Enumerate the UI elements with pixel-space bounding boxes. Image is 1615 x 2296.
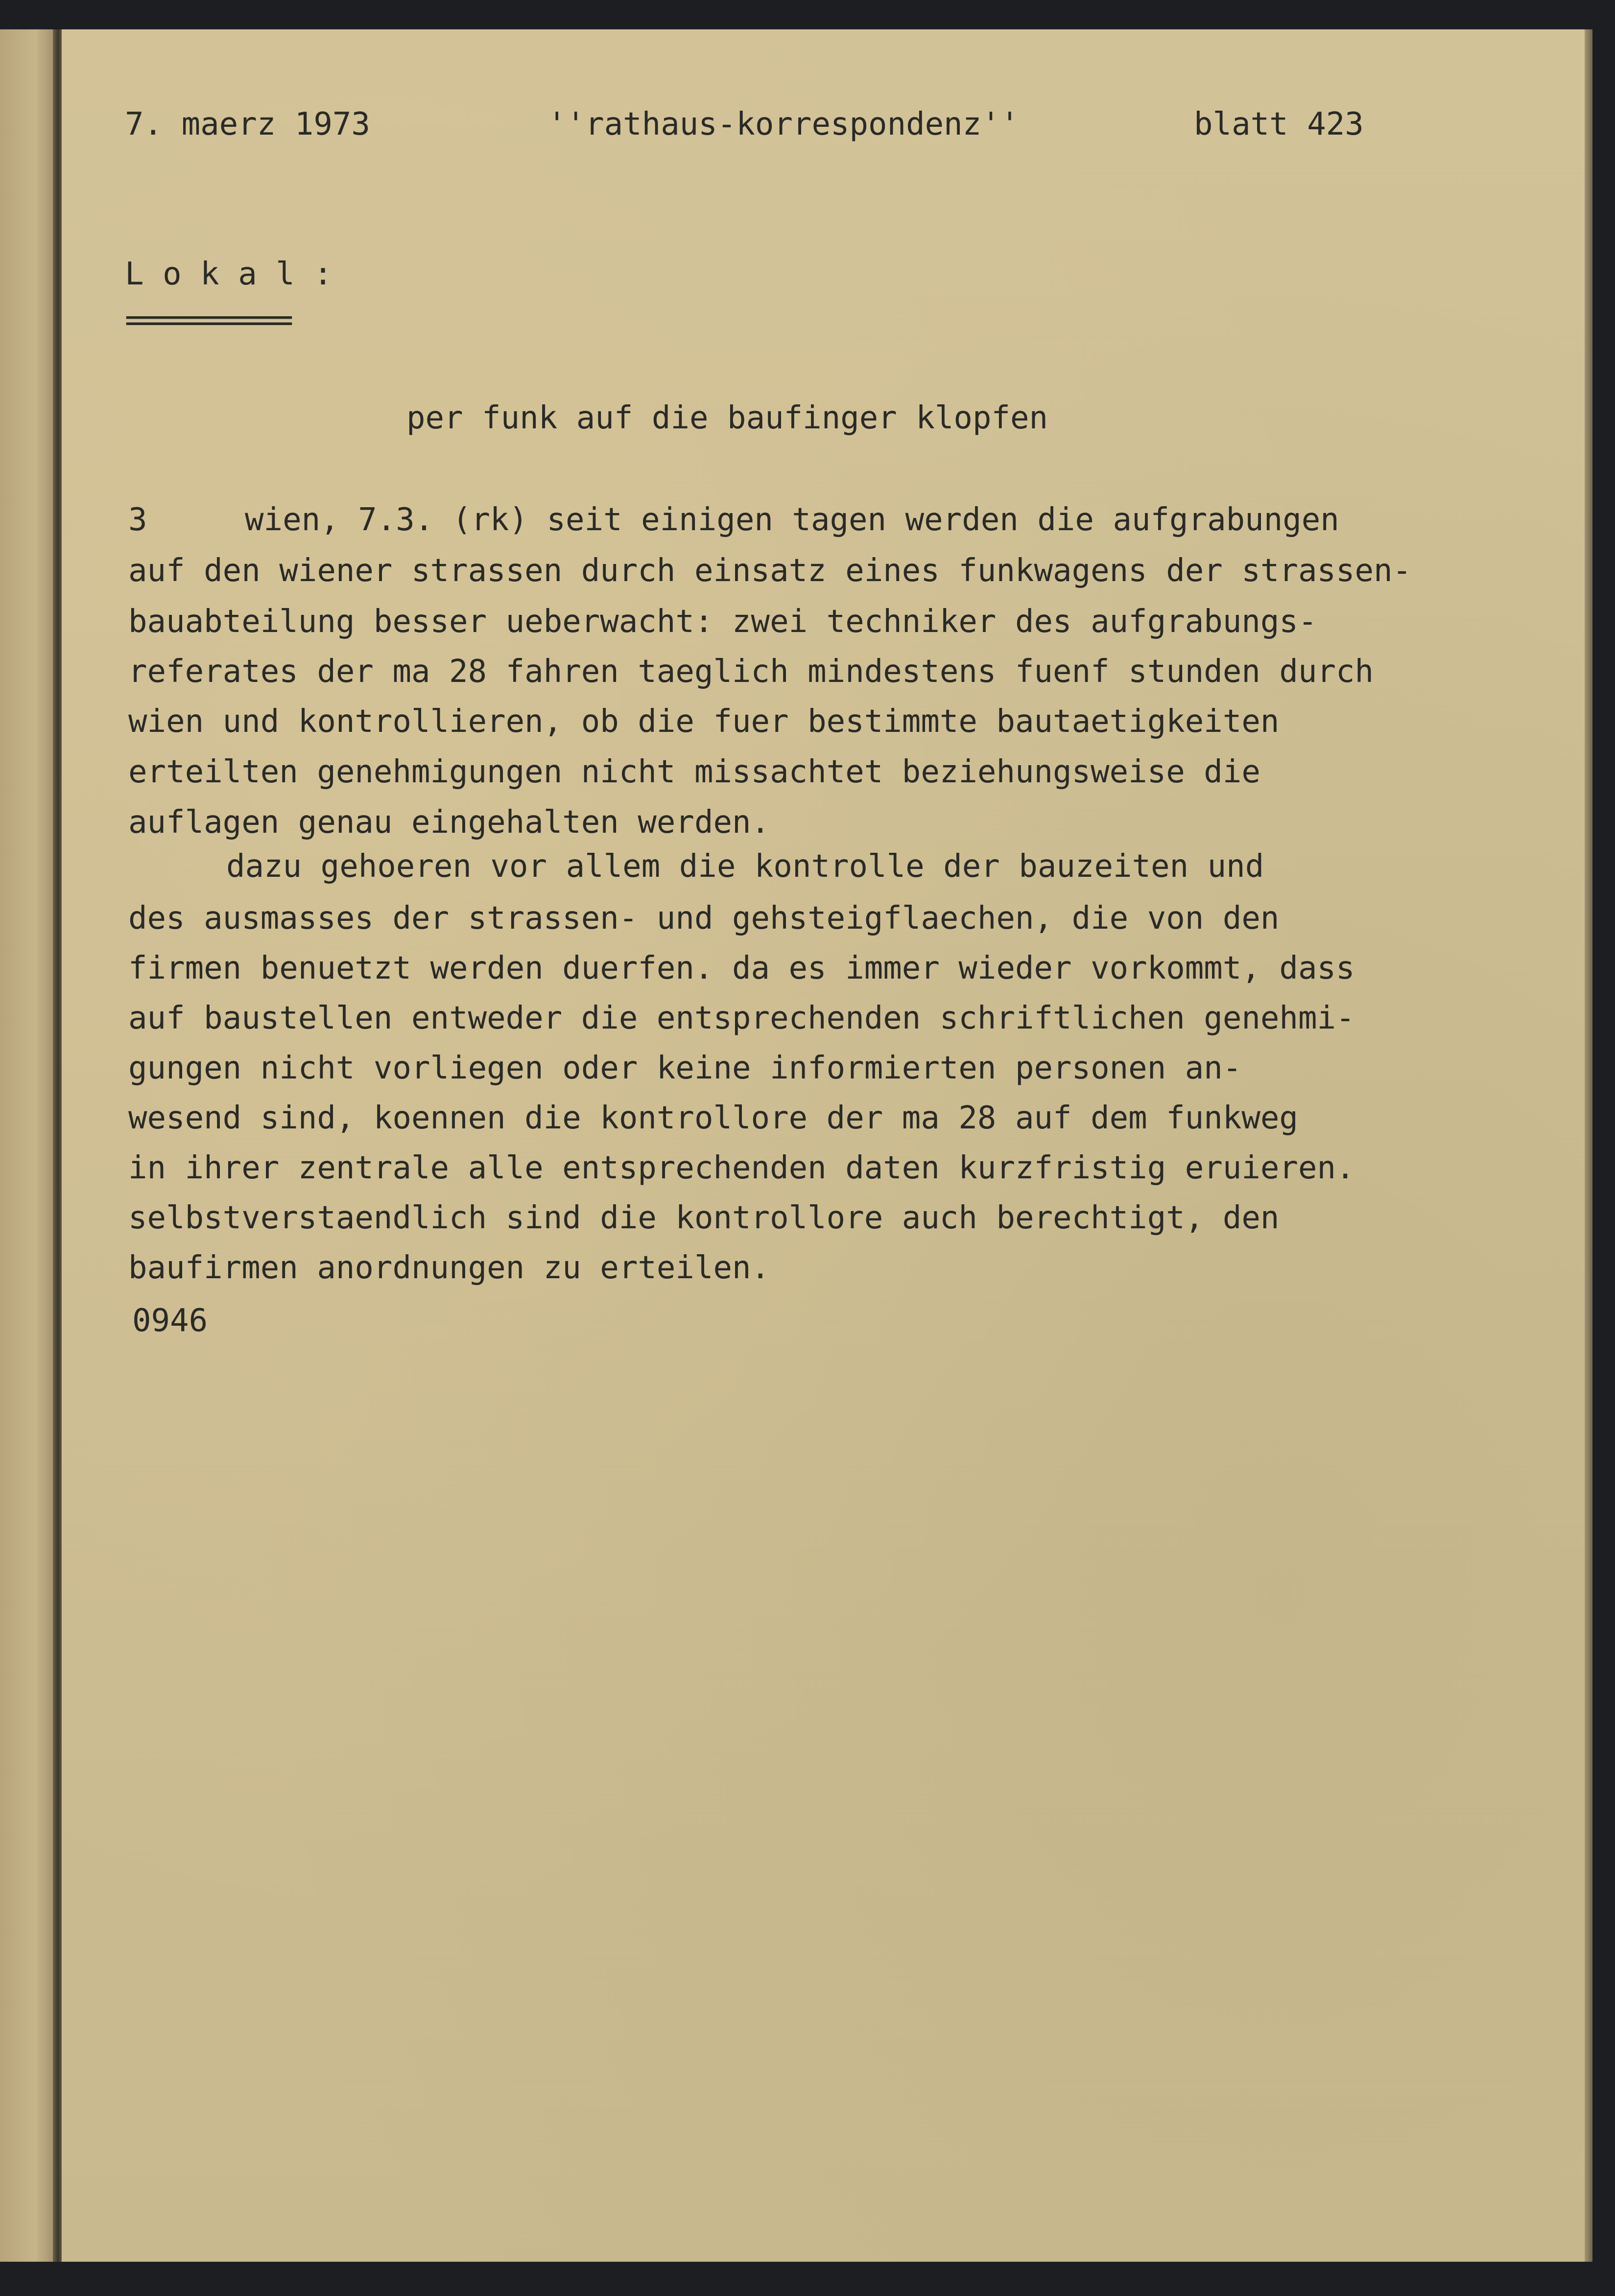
body-line: wien und kontrollieren, ob die fuer bestimmte bautaetigkeiten (128, 703, 1280, 740)
body-line: bauabteilung besser ueberwacht: zwei techniker des aufgrabungs- (128, 604, 1317, 640)
body-line: firmen benuetzt werden duerfen. da es immer wieder vorkommt, dass (128, 950, 1355, 986)
body-line: dazu gehoeren vor allem die kontrolle der bauzeiten und (226, 848, 1264, 885)
body-line: gungen nicht vorliegen oder keine informierten personen an- (128, 1050, 1242, 1086)
header-date: 7. maerz 1973 (125, 106, 370, 142)
article-code: 0946 (132, 1303, 208, 1339)
header-sheet: blatt 423 (1194, 106, 1364, 142)
body-line: wien, 7.3. (rk) seit einigen tagen werden die aufgrabungen (245, 502, 1339, 538)
article-number: 3 (128, 502, 147, 538)
body-line: auf den wiener strassen durch einsatz eines funkwagens der strassen- (128, 553, 1412, 589)
body-line: des ausmasses der strassen- und gehsteigflaechen, die von den (128, 900, 1280, 937)
body-line: selbstverstaendlich sind die kontrollore auch berechtigt, den (128, 1200, 1280, 1236)
section-underline: =========== (125, 302, 289, 338)
body-line: erteilten genehmigungen nicht missachtet beziehungsweise die (128, 754, 1260, 790)
header-publication: ''rathaus-korrespondenz'' (547, 106, 1020, 142)
body-line: auf baustellen entweder die entsprechenden schriftlichen genehmi- (128, 1000, 1355, 1036)
body-line: in ihrer zentrale alle entsprechenden daten kurzfristig eruieren. (128, 1150, 1355, 1186)
body-line: wesend sind, koennen die kontrollore der ma 28 auf dem funkweg (128, 1100, 1298, 1136)
section-label: L o k a l : (125, 256, 332, 292)
body-line: referates der ma 28 fahren taeglich mindestens fuenf stunden durch (128, 654, 1374, 690)
body-line: baufirmen anordnungen zu erteilen. (128, 1250, 770, 1286)
body-line: auflagen genau eingehalten werden. (128, 804, 770, 841)
article-title: per funk auf die baufinger klopfen (406, 400, 1048, 436)
